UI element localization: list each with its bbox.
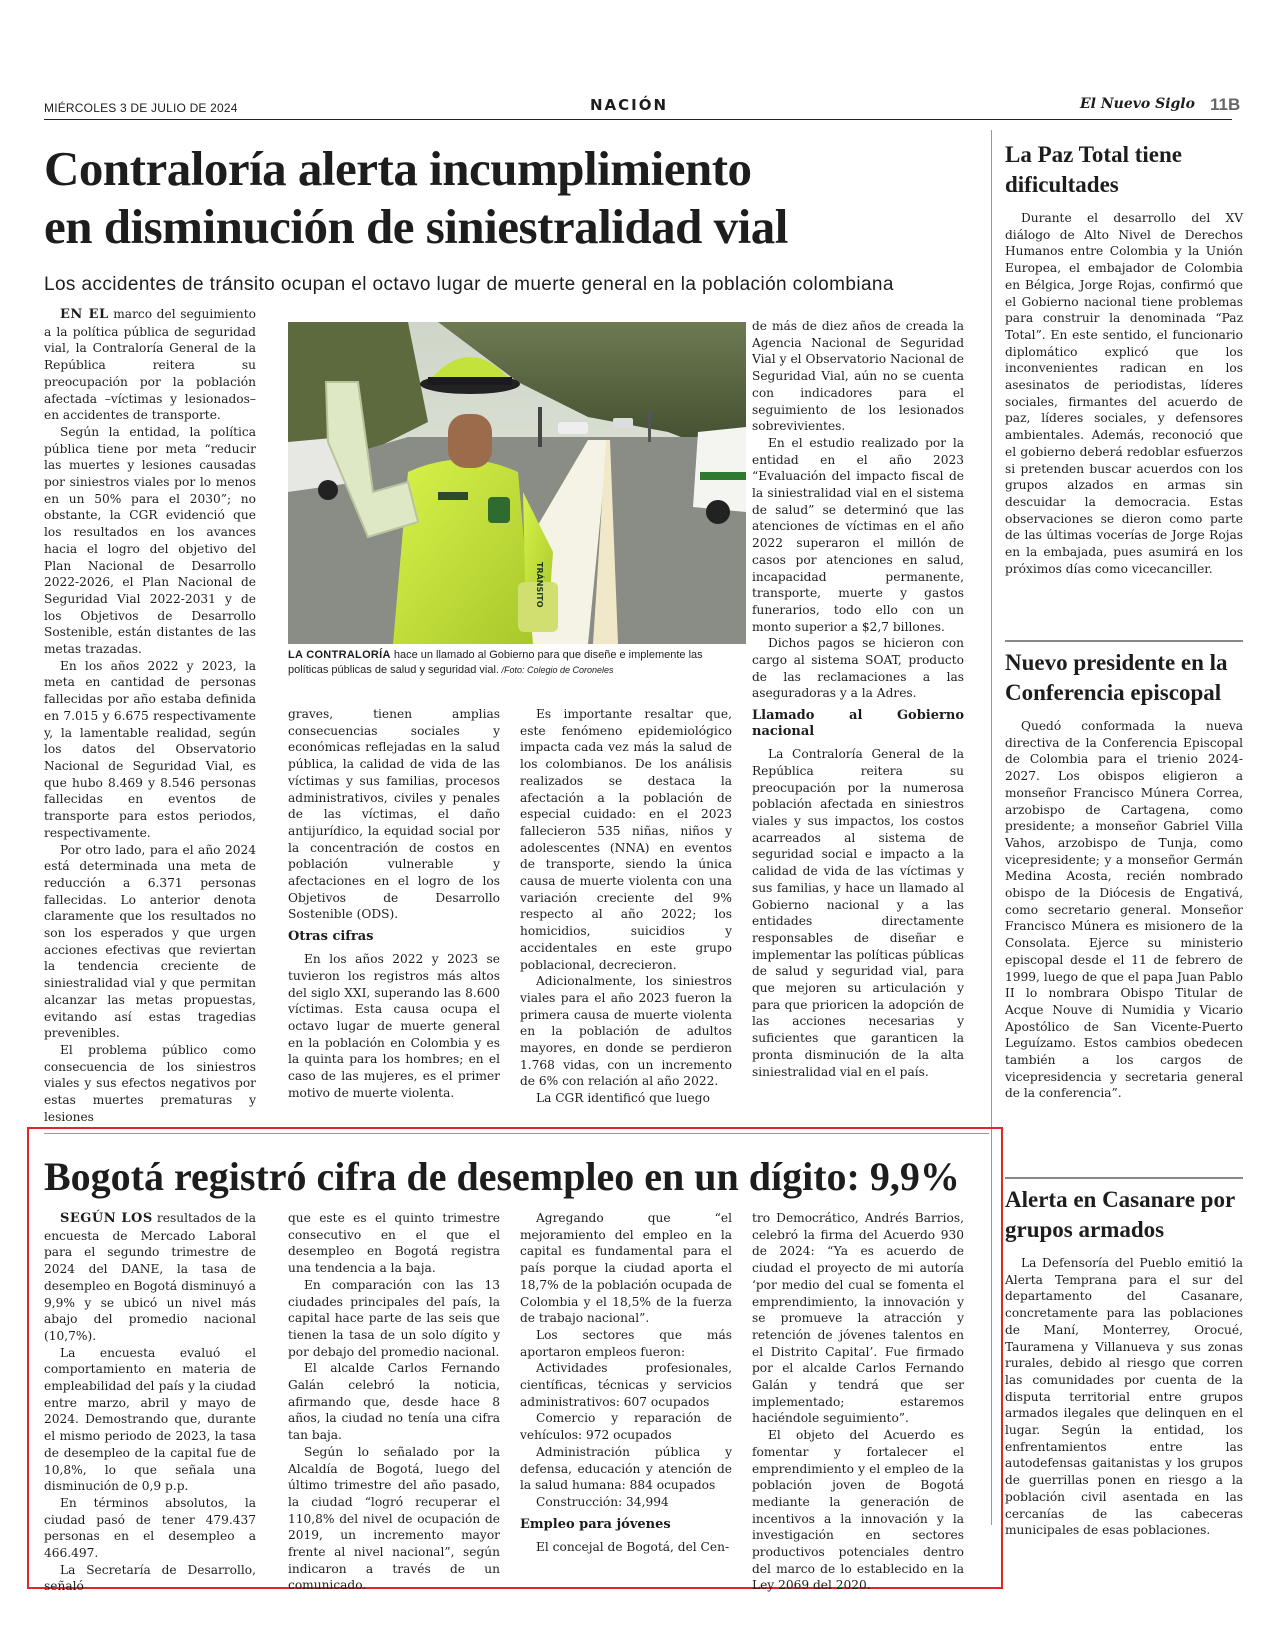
box-paragraph: tro Democrático, Andrés Barrios, celebró la firma del Acuerdo 930 de 2024: “Ya es acuerdo de ciudad el proyecto de mi autoría ‘por medio del cual se fomenta el emprendimiento, la innovación y se promueve la atracción y retención de jóvenes talentos en el Distrito Capital’. Fue firmado por el alcalde Carlos Fernando Galán y tendrá que ser implementado; estaremos haciéndole seguimiento”. <box>752 1211 964 1426</box>
main-paragraph: Es importante resaltar que, este fenómeno epidemiológico impacta cada vez más la salud de los colombianos. De los análisis realizados se destaca la afectación a la población de especial cuidado: en el 2023 fallecieron 535 niñas, niños y adolescentes (NNA) en eventos de transporte, siendo la única causa de muerte violenta con una variación creciente del 9% respecto al año 2022; los homicidios, suicidios y accidentales en este grupo poblacional, decrecieron. <box>520 707 732 972</box>
box-paragraph: SEGÚN LOS resultados de la encuesta de Mercado Laboral para el segundo trimestre de 2024 del DANE, la tasa de desempleo en Bogotá disminuyó a 9,9% y se ubicó un nivel más abajo del promedio nacional (10,7%). <box>44 1211 256 1343</box>
box-paragraph: Los sectores que más aportaron empleos fueron: <box>520 1327 732 1359</box>
main-paragraph: La CGR identificó que luego <box>536 1091 710 1106</box>
main-paragraph: Adicionalmente, los siniestros viales para el año 2023 fueron la primera causa de muerte violenta en la población de adultos mayores, en donde se perdieron 1.768 vidas, con un incremento de 6% con relación al año 2022. <box>520 974 732 1089</box>
section-name: NACIÓN <box>590 96 669 114</box>
section-heading: Otras cifras <box>288 929 374 945</box>
vest-badge: TRÁNSITO <box>535 562 544 608</box>
box-column-4 <box>752 1210 964 1594</box>
photo-caption: LA CONTRALORÍA hace un llamado al Gobierno para que diseñe e implemente las políticas públicas de salud y seguridad vial. /Foto: Colegio de Coroneles <box>288 649 703 676</box>
box-paragraph: Comercio y reparación de vehículos: 972 ocupados <box>520 1411 732 1443</box>
lead-in: SEGÚN LOS <box>60 1211 153 1226</box>
box-paragraph: Construcción: 34,994 <box>536 1494 669 1509</box>
brief-body: La Defensoría del Pueblo emitió la Alerta Temprana para el sur del departamento del Casanare, concretamente para las poblaciones de Maní, Monterrey, Orocué, Tauramena y Villanueva y sus zonas rurales, debido al riesgo que corren las comunidades por cuenta de la disputa territorial entre grupos armados ilegales que delinquen en el lugar. Según la entidad, los enfrentamientos entre las autodefensas gaitanistas y los grupos de guerrillas ponen en riesgo a la población civil asentada en las cercanías de las cabeceras municipales de esas poblaciones. <box>1005 1256 1243 1538</box>
box-paragraph: Según lo señalado por la Alcaldía de Bogotá, luego del último trimestre del año pasado, la ciudad “logró recuperar el 110,8% del nivel de ocupación de 2019, un incremento mayor frente al nivel nacional”, según indicaron a través de un comunicado. <box>288 1444 500 1593</box>
caption-lead: LA CONTRALORÍA <box>288 649 391 661</box>
main-paragraph: Por otro lado, para el año 2024 está determinada una meta de reducción a 6.371 personas fallecidas. Lo anterior denota claramente que los resultados no son los esperados y que urgen acciones efectivas que reviertan la tendencia creciente de siniestralidad vial y que permitan alcanzar las metas propuestas, evitando así estas tragedias prevenibles. <box>44 842 256 1041</box>
box-paragraph: Administración pública y defensa, educación y atención de la salud humana: 884 ocupados <box>520 1444 732 1493</box>
main-paragraph: Según la entidad, la política pública tiene por meta “reducir las muertes y lesiones causadas por siniestros viales por lo menos en un 50% para el 2030”; no obstante, la CGR evidenció que los resultados en los avances hacia el logro del objetivo del Plan Nacional de Desarrollo 2022-2026, el Plan Nacional de Seguridad Vial 2022-2031 y de los Objetivos de Desarrollo Sostenible, están distantes de las metas trazadas. <box>44 424 256 657</box>
box-paragraph: El concejal de Bogotá, del Cen- <box>536 1539 730 1554</box>
box-paragraph: En términos absolutos, la ciudad pasó de tener 479.437 personas en el desempleo a 466.497. <box>44 1495 256 1561</box>
main-paragraph: EN EL marco del seguimiento a la política pública de seguridad vial, la Contraloría General de la República reitera su preocupación por la población afectada –víctimas y lesionados– en accidentes de transporte. <box>44 307 256 423</box>
box-paragraph: Actividades profesionales, científicas, técnicas y servicios administrativos: 607 ocupados <box>520 1361 732 1409</box>
brief-title: Alerta en Casanare por grupos armados <box>1005 1187 1235 1242</box>
section-heading: Empleo para jóvenes <box>520 1516 671 1532</box>
sidebar-brief-paz-total <box>1005 140 1243 577</box>
box-headline: Bogotá registró cifra de desempleo en un dígito: 9,9% <box>44 1154 960 1199</box>
lead-in: EN EL <box>60 307 109 322</box>
main-column-2 <box>288 706 500 1101</box>
brief-title: Nuevo presidente en la Conferencia episcopal <box>1005 650 1228 705</box>
page-number: 11B <box>1210 95 1241 114</box>
main-subheadline: Los accidentes de tránsito ocupan el octavo lugar de muerte general en la población colombiana <box>44 274 894 295</box>
photo-credit: /Foto: Colegio de Coroneles <box>498 665 614 675</box>
box-paragraph: que este es el quinto trimestre consecutivo en el que el desempleo en Bogotá registra una tendencia a la baja. <box>288 1211 500 1276</box>
main-column-3 <box>520 706 732 1107</box>
sidebar-rule <box>1005 640 1243 642</box>
header-rule <box>44 119 1232 120</box>
section-heading: Llamado al Gobierno nacional <box>752 708 964 740</box>
main-paragraph: La Contraloría General de la República reitera su preocupación por la numerosa población afectada en siniestros viales y sus impactos, los costos acarreados al sistema de seguridad social e impacto a la calidad de vida de las víctimas y sus familias, y hace un llamado al Gobierno nacional y a las entidades directamente responsables de diseñar e implementar las políticas públicas de salud y seguridad vial, para que mejoren su articulación y para que prioricen la adopción de las acciones necesarias y suficientes que garanticen la pronta disminución de la alta siniestralidad vial en el país. <box>752 747 964 1079</box>
sidebar-brief-episcopal <box>1005 648 1243 1102</box>
main-paragraph: graves, tienen amplias consecuencias sociales y económicas reflejadas en la salud pública, la calidad de vida de las víctimas y sus familias, procesos administrativos, civiles y penales de las víctimas, el daño antijurídico, la equidad social por la concentración de costos en población vulnerable y afectaciones en el logro de los Objetivos de Desarrollo Sostenible (ODS). <box>288 707 500 922</box>
main-headline <box>44 140 964 256</box>
main-paragraph: En el estudio realizado por la entidad en el año 2023 “Evaluación del impacto fiscal de la siniestralidad vial en el sistema de salud” se determinó que las atenciones de víctimas en el año 2022 superaron el millón de casos por atenciones en salud, incapacidad permanente, transporte, muerte y gastos funerarios, todo ello con un monto superior a $2,7 billones. <box>752 435 964 634</box>
box-paragraph: El alcalde Carlos Fernando Galán celebró la noticia, afirmando que, desde hace 8 años, la ciudad no tenía una cifra tan baja. <box>288 1361 500 1443</box>
box-column-3 <box>520 1210 732 1555</box>
main-paragraph: En los años 2022 y 2023, la meta en cantidad de personas fallecidas por año estaba definida en 7.015 y 6.675 respectivamente y, la lamentable realidad, según los datos del Observatorio Nacional de Seguridad Vial, es que hubo 8.469 y 8.546 personas fallecidas en eventos de transporte para estos periodos, respectivamente. <box>44 658 256 840</box>
box-column-2 <box>288 1210 500 1594</box>
box-paragraph: La Secretaría de Desarrollo, señaló <box>44 1562 256 1594</box>
box-column-1 <box>44 1210 256 1595</box>
brief-body: Durante el desarrollo del XV diálogo de Alto Nivel de Derechos Humanos entre Colombia y la Unión Europea, el embajador de Colombia en Bélgica, Jorge Rojas, confirmó que el Gobierno nacional tiene problemas para construir la denominada “Paz Total”. En este sentido, el funcionario diplomático explicó que los inconvenientes radican en los asesinatos de periodistas, líderes sociales, firmantes del acuerdo de paz, líderes sociales, y defensores ambientales. Además, reconoció que el gobierno deberá redoblar esfuerzos si pretenden buscar acuerdos con los grupos alzados en armas sin descuidar la democracia. Estas observaciones se dieron como parte de las últimas vocerías de Jorge Rojas en la embajada, pues asumirá en los próximos días como vicecanciller. <box>1005 211 1243 576</box>
brief-title: La Paz Total tiene dificultades <box>1005 142 1182 197</box>
officer-photo <box>288 322 746 644</box>
main-headline-line2: en disminución de siniestralidad vial <box>44 199 788 254</box>
main-paragraph: En los años 2022 y 2023 se tuvieron los registros más altos del siglo XXI, superando las 8.600 víctimas. Esta causa ocupa el octavo lugar de muerte general en la población en Colombia y es la quinta para los hombres; en el caso de las mujeres, es el primer motivo de muerte violenta. <box>288 952 500 1100</box>
main-paragraph: Dichos pagos se hicieron con cargo al sistema SOAT, producto de las reclamaciones a las aseguradoras y a la Adres. <box>752 636 964 701</box>
box-paragraph: La encuesta evaluó el comportamiento en materia de empleabilidad del país y la ciudad entre marzo, abril y mayo de 2024. Demostrando que, durante el mismo periodo de 2023, la tasa de desempleo de la capital fue de 10,8%, lo que señala una disminución de 0,9 p.p. <box>44 1345 256 1494</box>
main-paragraph: de más de diez años de creada la Agencia Nacional de Seguridad Vial y el Observatorio Nacional de Seguridad Vial, aún no se cuenta con indicadores para el seguimiento de los lesionados sobrevivientes. <box>752 319 964 434</box>
main-headline-line1: Contraloría alerta incumplimiento <box>44 141 752 196</box>
main-column-1 <box>44 306 256 1125</box>
box-paragraph: Agregando que “el mejoramiento del empleo en la capital es fundamental para el país porque la ciudad aporta el 18,7% de la población ocupada de Colombia y el 18,5% de la fuerza de trabajo nacional”. <box>520 1211 732 1326</box>
main-paragraph: El problema público como consecuencia de los siniestros viales y sus efectos negativos por estas muertes prematuras y lesiones <box>44 1042 256 1124</box>
newspaper-brand: El Nuevo Siglo <box>1080 96 1195 112</box>
box-paragraph: En comparación con las 13 ciudades principales del país, la capital hace parte de las seis que tienen la tasa de un solo dígito y por debajo del promedio nacional. <box>288 1277 500 1359</box>
sidebar-rule <box>1005 1177 1243 1179</box>
box-paragraph: El objeto del Acuerdo es fomentar y fortalecer el emprendimiento y el empleo de la población joven de Bogotá mediante la generación de incentivos a la innovación y la investigación en sectores productivos potenciales dentro del marco de lo establecido en la Ley 2069 del 2020. <box>752 1428 964 1593</box>
sidebar-brief-casanare <box>1005 1185 1243 1539</box>
issue-date: MIÉRCOLES 3 DE JULIO DE 2024 <box>44 101 238 115</box>
brief-body: Quedó conformada la nueva directiva de la Conferencia Episcopal de Colombia para el trienio 2024-2027. Los obispos eligieron a monseñor Francisco Múnera Correa, arzobispo de Cartagena, como presidente; a monseñor Gabriel Villa Vahos, arzobispo de Tunja, como vicepresidente; y a monseñor Germán Medina Acosta, recién nombrado obispo de la Diócesis de Engativá, como secretario general. Monseñor Francisco Múnera es misionero de la Consolata. Ejerce su ministerio episcopal desde el 11 de febrero de 1999, luego de que el papa Juan Pablo II lo nombrara Obispo Titular de Acque Nouve di Numidia y Vicario Apostólico de San Vicente-Puerto Leguízamo. Estos cambios obedecen también a los cargos de vicepresidencia y secretaria general de la conferencia”. <box>1005 719 1243 1101</box>
main-column-4 <box>752 318 964 1080</box>
box-rule <box>44 1133 989 1134</box>
